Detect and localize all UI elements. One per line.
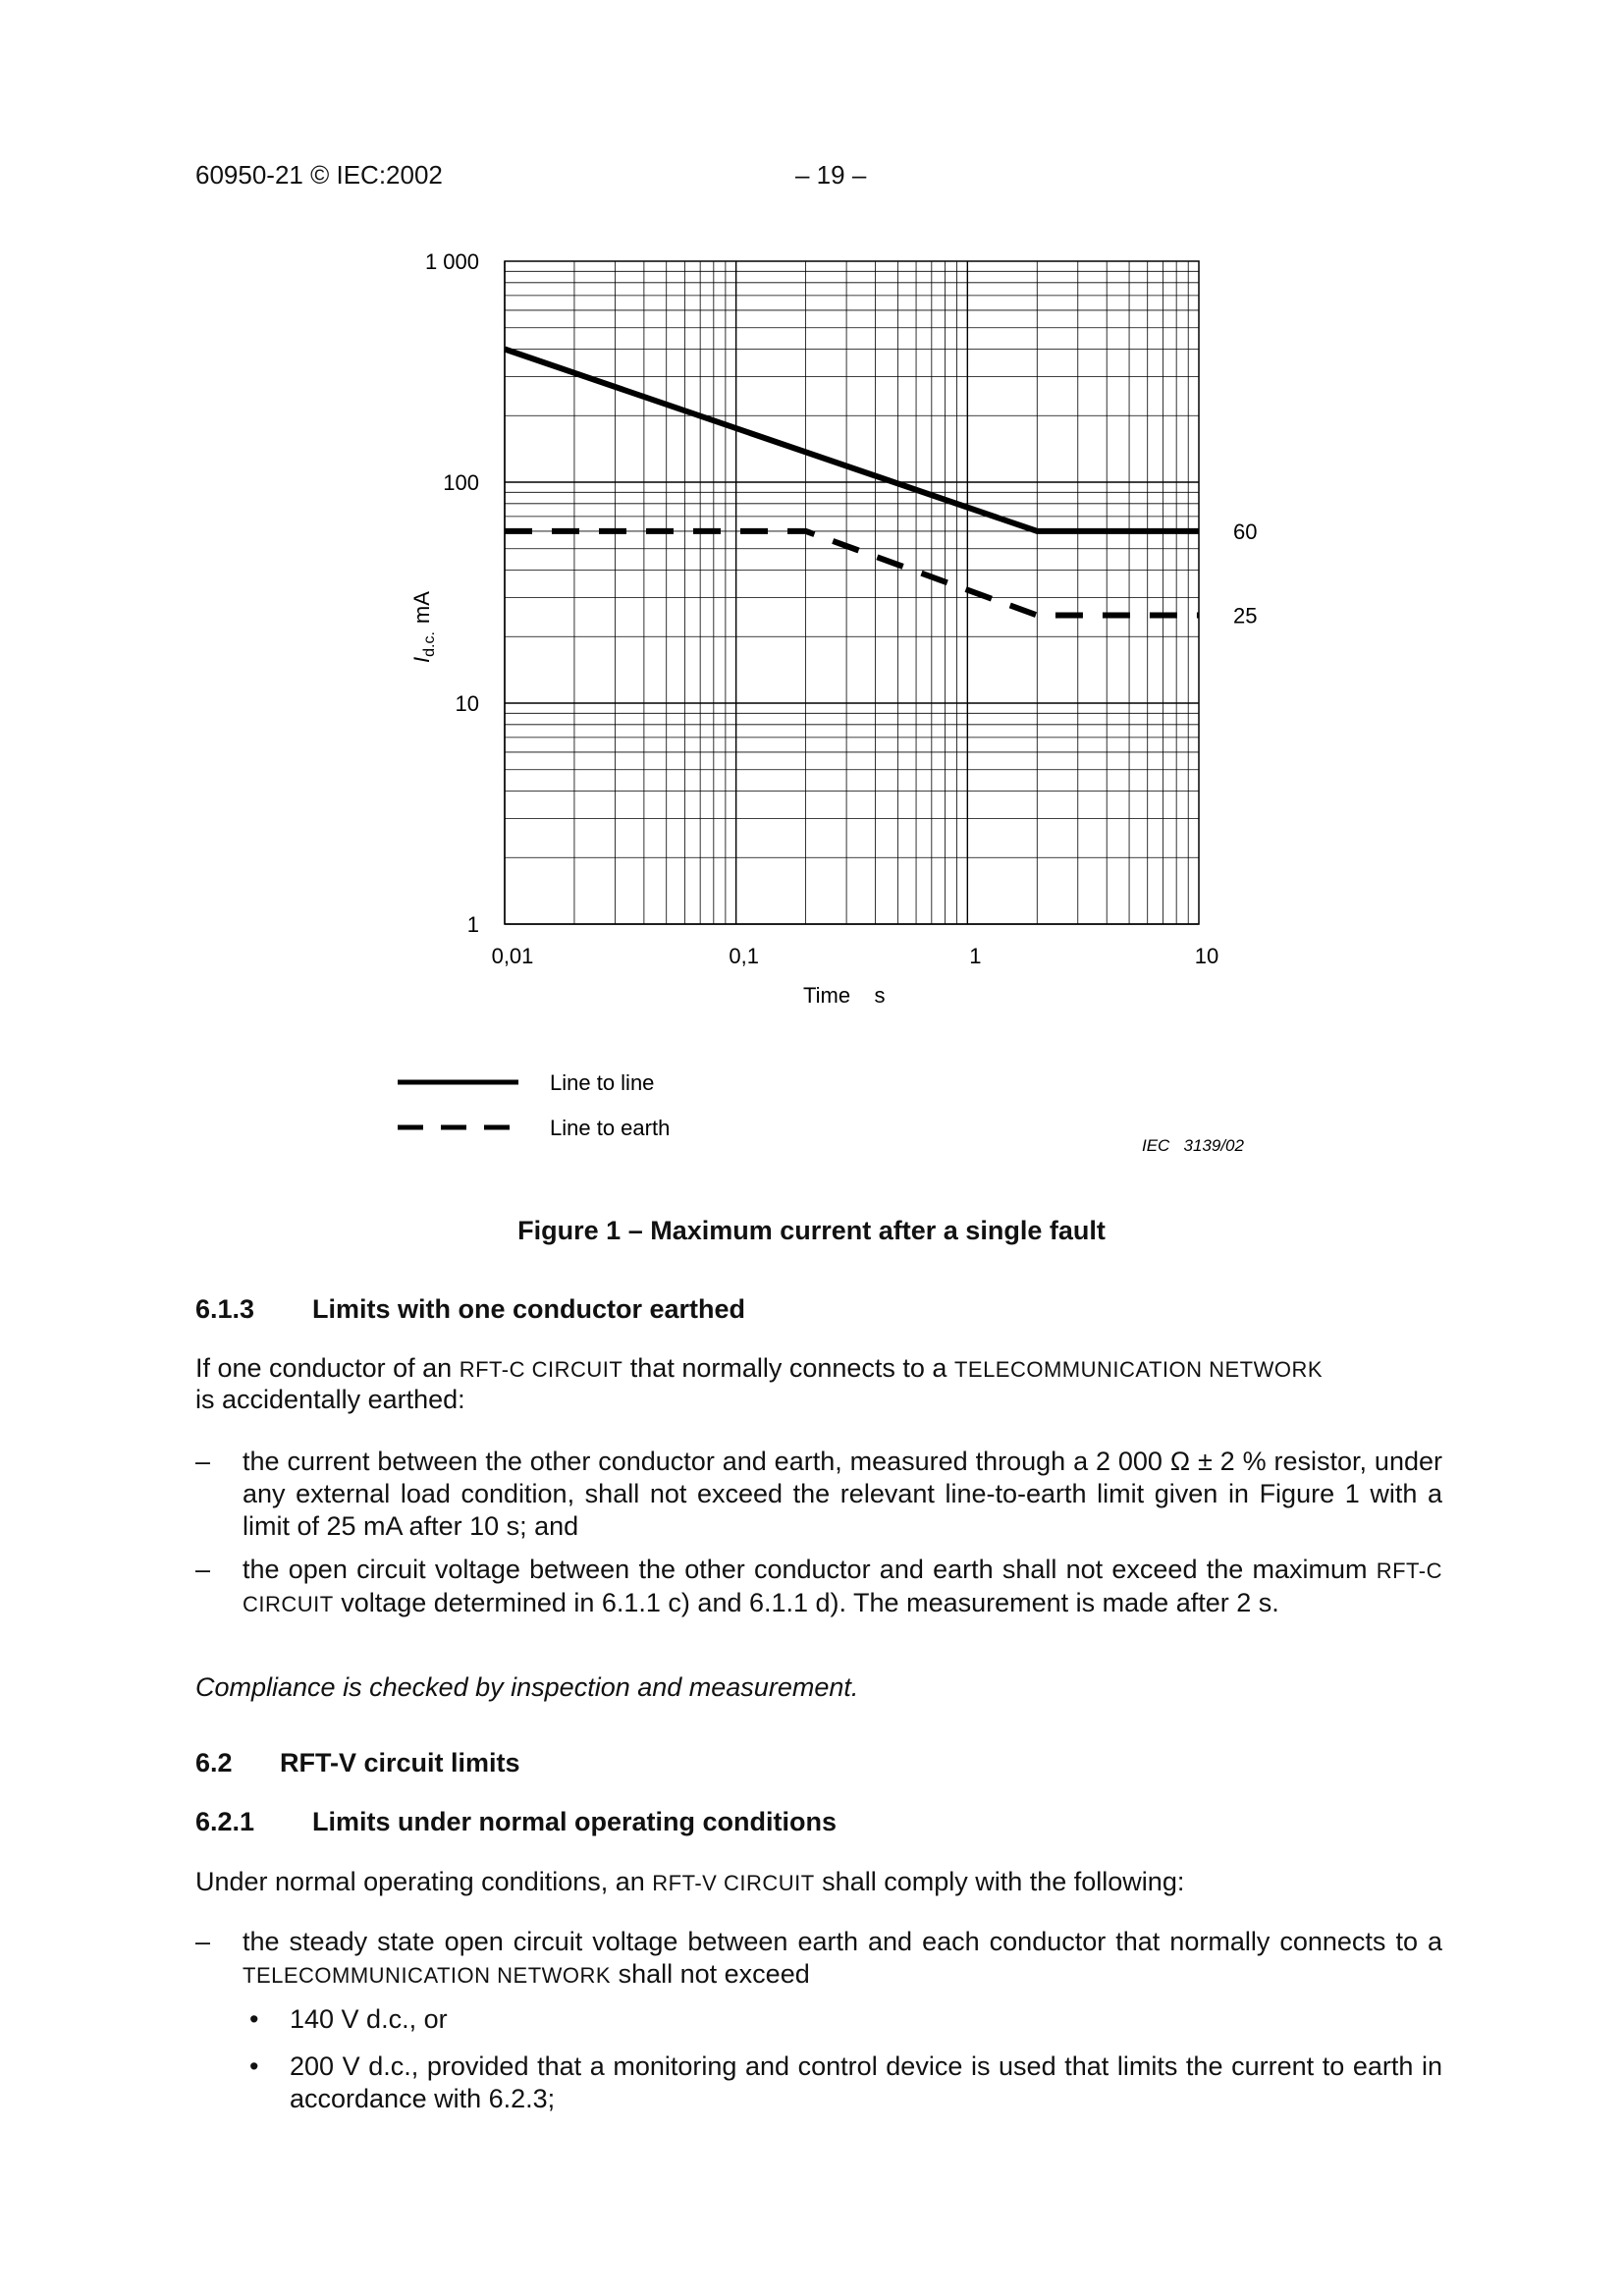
y-tick-label: 1 000 <box>424 249 479 274</box>
series-end-label: 60 <box>1233 519 1258 544</box>
y-tick-label: 10 <box>455 691 479 716</box>
section-621-intro: Under normal operating conditions, an RFT-V CIRCUIT shall comply with the following: <box>195 1867 1185 1896</box>
legend-label-line-to-earth: Line to earth <box>550 1116 671 1140</box>
y-tick-label: 100 <box>443 470 479 495</box>
y-axis-label: $I_{d.c.}mA$ <box>409 591 438 663</box>
section-621-number: 6.2.1 <box>195 1807 255 1836</box>
dash-marker: – <box>195 1555 211 1584</box>
dash-marker: – <box>195 1447 211 1476</box>
x-tick-label: 10 <box>1194 944 1219 968</box>
plot-frame <box>505 261 1199 924</box>
section-621-sub-2: 200 V d.c., provided that a monitoring and control device is used that limits the current to earth in accordance with 6.2.3; <box>290 2051 1442 2113</box>
bullet-dot: • <box>249 2004 259 2034</box>
compliance-statement: Compliance is checked by inspection and measurement. <box>195 1672 859 1702</box>
section-621-bullet: the steady state open circuit voltage between earth and each conductor that normally connects to a TELECOMMUNICATION NETWORK shall not exceed <box>243 1927 1442 1989</box>
section-613-number: 6.1.3 <box>195 1294 255 1324</box>
section-613-title: Limits with one conductor earthed <box>312 1294 746 1324</box>
x-tick-label: 0,01 <box>491 944 534 968</box>
section-62-title: RFT-V circuit limits <box>280 1748 520 1777</box>
section-613-bullet-1: the current between the other conductor and earth, measured through a 2 000 Ω ± 2 % resistor, under any external load condition, shall not exceed the relevant line-to-earth limit given in Figure 1 with a limit of 25 mA after 10 s; and <box>243 1447 1442 1541</box>
series-line-line-to-earth <box>505 531 1199 616</box>
x-axis-label: Time s <box>803 983 886 1008</box>
x-tick-label: 1 <box>969 944 982 968</box>
running-header: 60950-21 © IEC:2002 <box>195 160 443 190</box>
legend-label-line-to-line: Line to line <box>550 1070 655 1095</box>
y-tick-label: 1 <box>466 912 479 937</box>
series-end-label: 25 <box>1233 603 1258 629</box>
section-613-bullet-2: the open circuit voltage between the other conductor and earth shall not exceed the maximum RFT-C CIRCUIT voltage determined in 6.1.1 c) and 6.1.1 d). The measurement is made after 2 s. <box>243 1555 1442 1617</box>
dash-marker: – <box>195 1927 211 1956</box>
section-621-title: Limits under normal operating conditions <box>312 1807 838 1836</box>
bullet-dot: • <box>249 2051 259 2081</box>
section-621-sub-1: 140 V d.c., or <box>290 2004 448 2034</box>
section-613-intro-cont: is accidentally earthed: <box>195 1385 465 1414</box>
figure-source-tag: IEC 3139/02 <box>1142 1136 1244 1155</box>
section-613-intro: If one conductor of an RFT-C CIRCUIT that normally connects to a TELECOMMUNICATION NETWORK <box>195 1353 1324 1383</box>
page-number: – 19 – <box>795 160 867 190</box>
figure-caption: Figure 1 – Maximum current after a single fault <box>517 1216 1106 1245</box>
chart-grid <box>505 261 1199 924</box>
section-62-number: 6.2 <box>195 1748 233 1777</box>
x-tick-label: 0,1 <box>729 944 759 968</box>
chart-labels <box>425 249 1258 968</box>
